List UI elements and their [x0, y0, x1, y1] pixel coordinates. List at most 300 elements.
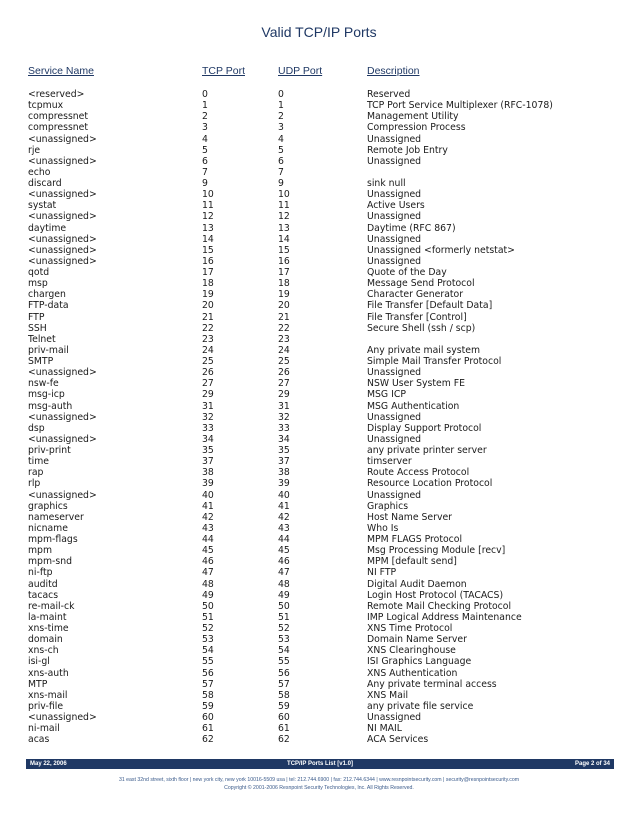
tcp-port-cell: 46 — [202, 556, 214, 568]
description-cell: XNS Mail — [367, 689, 409, 701]
description-cell: Remote Job Entry — [367, 144, 448, 156]
service-name-cell: ni-mail — [28, 723, 60, 735]
udp-port-cell: 57 — [278, 678, 290, 690]
tcp-port-cell: 0 — [202, 89, 208, 100]
service-name-cell: <unassigned> — [28, 489, 97, 501]
service-name-cell: priv-print — [28, 445, 71, 456]
port-table — [0, 89, 638, 745]
udp-port-cell: 38 — [278, 467, 290, 479]
table-row — [0, 312, 638, 323]
description-cell: NI MAIL — [367, 723, 402, 735]
page-title: Valid TCP/IP Ports — [261, 24, 377, 40]
udp-port-cell: 5 — [278, 144, 284, 156]
udp-port-cell: 19 — [278, 289, 290, 301]
description-cell: Reserved — [367, 89, 411, 100]
table-row — [0, 490, 638, 501]
service-name-cell: xns-time — [28, 623, 69, 634]
description-cell: Any private terminal access — [367, 678, 497, 690]
header-udp-port: UDP Port — [278, 65, 323, 77]
table-row — [0, 478, 638, 489]
tcp-port-cell: 18 — [202, 278, 214, 290]
service-name-cell: priv-file — [28, 700, 64, 712]
service-name-cell: compressnet — [28, 122, 89, 134]
udp-port-cell: 49 — [278, 589, 290, 601]
footer-address: 31 east 32nd street, sixth floor | new york city, new york 10016-5509 usa | tel: 212.744.6900 | fax: 212.744.6344 | www.resnpointsecurity.com | security@resnpointsecurity.com — [118, 777, 520, 783]
table-row — [0, 122, 638, 133]
service-name-cell: nicname — [28, 522, 68, 534]
table-row — [0, 211, 638, 222]
tcp-port-cell: 55 — [202, 656, 214, 668]
tcp-port-cell: 49 — [202, 589, 214, 601]
udp-port-cell: 59 — [278, 700, 290, 712]
tcp-port-cell: 17 — [202, 267, 214, 278]
udp-port-cell: 29 — [278, 389, 290, 401]
service-name-cell: la-maint — [28, 611, 67, 623]
service-name-cell: FTP-data — [28, 300, 69, 312]
tcp-port-cell: 23 — [202, 333, 214, 345]
service-name-cell: msg-icp — [28, 389, 65, 401]
service-name-cell: <unassigned> — [28, 233, 97, 245]
description-cell: Resource Location Protocol — [367, 478, 493, 490]
description-cell: Unassigned <formerly netstat> — [367, 244, 515, 256]
tcp-port-cell: 48 — [202, 578, 214, 590]
service-name-cell: <unassigned> — [28, 189, 97, 201]
table-row — [0, 245, 638, 256]
tcp-port-cell: 58 — [202, 689, 214, 701]
description-cell: Unassigned — [367, 233, 422, 245]
udp-port-cell: 45 — [278, 545, 290, 557]
udp-port-cell: 13 — [278, 222, 290, 234]
description-cell: MSG Authentication — [367, 400, 460, 412]
service-name-cell: <unassigned> — [28, 367, 97, 379]
description-cell: Active Users — [367, 200, 425, 212]
table-row — [0, 111, 638, 122]
table-row — [0, 590, 638, 601]
description-cell: Login Host Protocol (TACACS) — [367, 589, 504, 601]
table-header — [0, 65, 638, 78]
description-cell: timserver — [367, 456, 412, 468]
description-cell: Unassigned — [367, 433, 422, 445]
description-cell: Management Utility — [367, 111, 459, 123]
description-cell: NSW User System FE — [367, 378, 465, 390]
table-row — [0, 134, 638, 145]
service-name-cell: rje — [28, 144, 41, 156]
table-row — [0, 556, 638, 567]
udp-port-cell: 15 — [278, 244, 290, 256]
service-name-cell: <unassigned> — [28, 433, 97, 445]
tcp-port-cell: 29 — [202, 389, 214, 401]
header-service-name: Service Name — [28, 65, 94, 77]
service-name-cell: tcpmux — [28, 100, 64, 112]
table-row — [0, 579, 638, 590]
tcp-port-cell: 3 — [202, 122, 208, 134]
udp-port-cell: 10 — [278, 189, 290, 201]
service-name-cell: MTP — [28, 678, 48, 690]
tcp-port-cell: 15 — [202, 244, 214, 256]
description-cell: Host Name Server — [367, 511, 452, 523]
table-row — [0, 200, 638, 211]
footer-date: May 22, 2006 — [30, 761, 67, 767]
service-name-cell: SMTP — [28, 356, 54, 367]
service-name-cell: <unassigned> — [28, 155, 97, 167]
udp-port-cell: 0 — [278, 89, 284, 100]
description-cell: any private printer server — [367, 445, 487, 456]
table-row — [0, 367, 638, 378]
table-row — [0, 701, 638, 712]
header-tcp-port: TCP Port — [202, 65, 245, 77]
description-cell: File Transfer [Control] — [367, 311, 467, 323]
service-name-cell: xns-mail — [28, 689, 68, 701]
udp-port-cell: 33 — [278, 422, 290, 434]
service-name-cell: daytime — [28, 222, 67, 234]
udp-port-cell: 17 — [278, 267, 290, 278]
udp-port-cell: 48 — [278, 578, 290, 590]
table-row — [0, 300, 638, 311]
udp-port-cell: 21 — [278, 311, 290, 323]
description-cell: Msg Processing Module [recv] — [367, 545, 506, 557]
service-name-cell: re-mail-ck — [28, 600, 75, 612]
tcp-port-cell: 60 — [202, 712, 214, 723]
udp-port-cell: 34 — [278, 433, 290, 445]
udp-port-cell: 31 — [278, 400, 290, 412]
footer-doc-title: TCP/IP Ports List [v1.0] — [287, 761, 353, 767]
table-row — [0, 601, 638, 612]
table-row — [0, 156, 638, 167]
service-name-cell: systat — [28, 200, 57, 212]
tcp-port-cell: 21 — [202, 311, 214, 323]
tcp-port-cell: 51 — [202, 611, 214, 623]
table-row — [0, 634, 638, 645]
table-row — [0, 501, 638, 512]
service-name-cell: ni-ftp — [28, 567, 53, 579]
service-name-cell: rlp — [28, 478, 41, 490]
udp-port-cell: 42 — [278, 511, 290, 523]
udp-port-cell: 27 — [278, 378, 290, 390]
udp-port-cell: 46 — [278, 556, 290, 568]
footer-page-number: Page 2 of 34 — [574, 761, 610, 767]
tcp-port-cell: 31 — [202, 400, 214, 412]
tcp-port-cell: 19 — [202, 289, 214, 301]
service-name-cell: isi-gl — [28, 656, 50, 668]
description-cell: Secure Shell (ssh / scp) — [367, 322, 476, 334]
tcp-port-cell: 5 — [202, 144, 208, 156]
service-name-cell: <reserved> — [28, 89, 85, 100]
udp-port-cell: 44 — [278, 534, 290, 545]
tcp-port-cell: 53 — [202, 634, 214, 646]
udp-port-cell: 58 — [278, 689, 290, 701]
table-row — [0, 378, 638, 389]
table-row — [0, 145, 638, 156]
service-name-cell: mpm-snd — [28, 556, 73, 568]
tcp-port-cell: 9 — [202, 178, 208, 189]
tcp-port-cell: 20 — [202, 300, 214, 312]
description-cell: Unassigned — [367, 367, 422, 379]
tcp-port-cell: 43 — [202, 522, 214, 534]
table-row — [0, 389, 638, 400]
table-row — [0, 734, 638, 745]
table-row — [0, 89, 638, 100]
table-row — [0, 512, 638, 523]
service-name-cell: tacacs — [28, 589, 59, 601]
description-cell: IMP Logical Address Maintenance — [367, 611, 522, 623]
tcp-port-cell: 44 — [202, 534, 214, 545]
tcp-port-cell: 50 — [202, 600, 214, 612]
service-name-cell: xns-ch — [28, 645, 59, 657]
service-name-cell: msg-auth — [28, 400, 73, 412]
tcp-port-cell: 61 — [202, 723, 214, 735]
tcp-port-cell: 24 — [202, 344, 214, 356]
description-cell: MPM FLAGS Protocol — [367, 534, 463, 545]
header-description: Description — [367, 65, 420, 77]
description-cell: any private file service — [367, 700, 474, 712]
description-cell: Message Send Protocol — [367, 278, 475, 290]
description-cell: Character Generator — [367, 289, 464, 301]
description-cell: Unassigned — [367, 155, 422, 167]
service-name-cell: mpm-flags — [28, 534, 78, 545]
tcp-port-cell: 26 — [202, 367, 214, 379]
table-row — [0, 467, 638, 478]
service-name-cell: <unassigned> — [28, 211, 97, 223]
service-name-cell: mpm — [28, 545, 53, 557]
service-name-cell: nameserver — [28, 511, 84, 523]
service-name-cell: compressnet — [28, 111, 89, 123]
tcp-port-cell: 4 — [202, 133, 208, 145]
table-row — [0, 100, 638, 111]
description-cell: Quote of the Day — [367, 267, 447, 278]
table-row — [0, 334, 638, 345]
service-name-cell: Telnet — [28, 333, 56, 345]
tcp-port-cell: 37 — [202, 456, 214, 468]
udp-port-cell: 32 — [278, 411, 290, 423]
service-name-cell: graphics — [28, 500, 68, 512]
tcp-port-cell: 11 — [202, 200, 214, 212]
udp-port-cell: 14 — [278, 233, 290, 245]
description-cell: Simple Mail Transfer Protocol — [367, 356, 502, 367]
udp-port-cell: 54 — [278, 645, 290, 657]
description-cell: Domain Name Server — [367, 634, 467, 646]
service-name-cell: <unassigned> — [28, 244, 97, 256]
udp-port-cell: 26 — [278, 367, 290, 379]
tcp-port-cell: 59 — [202, 700, 214, 712]
description-cell: Unassigned — [367, 189, 422, 201]
table-row — [0, 656, 638, 667]
description-cell: Route Access Protocol — [367, 467, 470, 479]
udp-port-cell: 24 — [278, 344, 290, 356]
tcp-port-cell: 62 — [202, 734, 214, 746]
table-row — [0, 256, 638, 267]
description-cell: MSG ICP — [367, 389, 406, 401]
tcp-port-cell: 27 — [202, 378, 214, 390]
tcp-port-cell: 13 — [202, 222, 214, 234]
tcp-port-cell: 7 — [202, 166, 208, 178]
tcp-port-cell: 39 — [202, 478, 214, 490]
description-cell: Any private mail system — [367, 344, 481, 356]
udp-port-cell: 51 — [278, 611, 290, 623]
service-name-cell: rap — [28, 467, 44, 479]
table-row — [0, 612, 638, 623]
tcp-port-cell: 38 — [202, 467, 214, 479]
udp-port-cell: 18 — [278, 278, 290, 290]
description-cell: Unassigned — [367, 489, 422, 501]
service-name-cell: priv-mail — [28, 344, 69, 356]
description-cell: Who Is — [367, 522, 399, 534]
tcp-port-cell: 54 — [202, 645, 214, 657]
tcp-port-cell: 42 — [202, 511, 214, 523]
description-cell: Daytime (RFC 867) — [367, 222, 456, 234]
tcp-port-cell: 12 — [202, 211, 214, 223]
description-cell: Digital Audit Daemon — [367, 578, 467, 590]
table-row — [0, 289, 638, 300]
udp-port-cell: 7 — [278, 166, 284, 178]
udp-port-cell: 12 — [278, 211, 290, 223]
tcp-port-cell: 32 — [202, 411, 214, 423]
udp-port-cell: 47 — [278, 567, 290, 579]
description-cell: XNS Authentication — [367, 667, 458, 679]
tcp-port-cell: 52 — [202, 623, 214, 634]
udp-port-cell: 37 — [278, 456, 290, 468]
tcp-port-cell: 33 — [202, 422, 214, 434]
table-row — [0, 278, 638, 289]
service-name-cell: <unassigned> — [28, 255, 97, 267]
service-name-cell: msp — [28, 278, 48, 290]
table-row — [0, 356, 638, 367]
service-name-cell: FTP — [28, 311, 45, 323]
description-cell: XNS Time Protocol — [367, 623, 453, 634]
table-row — [0, 723, 638, 734]
description-cell: Graphics — [367, 500, 409, 512]
table-row — [0, 234, 638, 245]
tcp-port-cell: 10 — [202, 189, 214, 201]
tcp-port-cell: 34 — [202, 433, 214, 445]
udp-port-cell: 52 — [278, 623, 290, 634]
tcp-port-cell: 2 — [202, 111, 208, 123]
description-cell: MPM [default send] — [367, 556, 457, 568]
service-name-cell: time — [28, 456, 50, 468]
service-name-cell: discard — [28, 178, 62, 189]
udp-port-cell: 50 — [278, 600, 290, 612]
tcp-port-cell: 41 — [202, 500, 214, 512]
table-row — [0, 434, 638, 445]
table-row — [0, 668, 638, 679]
description-cell: ACA Services — [367, 734, 429, 746]
udp-port-cell: 4 — [278, 133, 284, 145]
udp-port-cell: 62 — [278, 734, 290, 746]
udp-port-cell: 16 — [278, 255, 290, 267]
description-cell: Unassigned — [367, 255, 422, 267]
description-cell: Compression Process — [367, 122, 466, 134]
table-row — [0, 178, 638, 189]
tcp-port-cell: 14 — [202, 233, 214, 245]
udp-port-cell: 6 — [278, 155, 284, 167]
udp-port-cell: 1 — [278, 100, 284, 112]
table-row — [0, 445, 638, 456]
table-row — [0, 401, 638, 412]
table-row — [0, 412, 638, 423]
tcp-port-cell: 1 — [202, 100, 208, 112]
service-name-cell: <unassigned> — [28, 411, 97, 423]
service-name-cell: <unassigned> — [28, 133, 97, 145]
udp-port-cell: 55 — [278, 656, 290, 668]
table-row — [0, 623, 638, 634]
description-cell: Unassigned — [367, 411, 422, 423]
udp-port-cell: 56 — [278, 667, 290, 679]
tcp-port-cell: 25 — [202, 356, 214, 367]
description-cell: ISI Graphics Language — [367, 656, 472, 668]
tcp-port-cell: 47 — [202, 567, 214, 579]
description-cell: Remote Mail Checking Protocol — [367, 600, 512, 612]
tcp-port-cell: 6 — [202, 155, 208, 167]
description-cell: Unassigned — [367, 211, 422, 223]
footer-bar — [26, 759, 614, 769]
tcp-port-cell: 22 — [202, 322, 214, 334]
udp-port-cell: 23 — [278, 333, 290, 345]
tcp-port-cell: 57 — [202, 678, 214, 690]
tcp-port-cell: 16 — [202, 255, 214, 267]
udp-port-cell: 2 — [278, 111, 284, 123]
udp-port-cell: 35 — [278, 445, 290, 456]
table-row — [0, 645, 638, 656]
udp-port-cell: 53 — [278, 634, 290, 646]
table-row — [0, 456, 638, 467]
service-name-cell: domain — [28, 634, 63, 646]
tcp-port-cell: 35 — [202, 445, 214, 456]
udp-port-cell: 9 — [278, 178, 284, 189]
table-row — [0, 712, 638, 723]
service-name-cell: dsp — [28, 422, 45, 434]
table-row — [0, 189, 638, 200]
service-name-cell: qotd — [28, 267, 50, 278]
udp-port-cell: 43 — [278, 522, 290, 534]
table-row — [0, 345, 638, 356]
table-row — [0, 523, 638, 534]
udp-port-cell: 3 — [278, 122, 284, 134]
description-cell: Unassigned — [367, 133, 422, 145]
service-name-cell: SSH — [28, 322, 47, 334]
service-name-cell: <unassigned> — [28, 712, 97, 723]
description-cell: TCP Port Service Multiplexer (RFC-1078) — [367, 100, 553, 112]
tcp-port-cell: 56 — [202, 667, 214, 679]
description-cell: File Transfer [Default Data] — [367, 300, 493, 312]
description-cell: sink null — [367, 178, 406, 189]
udp-port-cell: 40 — [278, 489, 290, 501]
description-cell: XNS Clearinghouse — [367, 645, 456, 657]
footer-copyright: Copyright © 2001-2006 Resnpoint Security Technologies, Inc. All Rights Reserved. — [224, 785, 414, 791]
table-row — [0, 167, 638, 178]
description-cell: Display Support Protocol — [367, 422, 482, 434]
udp-port-cell: 39 — [278, 478, 290, 490]
udp-port-cell: 60 — [278, 712, 290, 723]
tcp-port-cell: 45 — [202, 545, 214, 557]
udp-port-cell: 25 — [278, 356, 290, 367]
description-cell: Unassigned — [367, 712, 422, 723]
table-row — [0, 223, 638, 234]
tcp-port-cell: 40 — [202, 489, 214, 501]
service-name-cell: xns-auth — [28, 667, 69, 679]
table-row — [0, 545, 638, 556]
table-row — [0, 323, 638, 334]
udp-port-cell: 11 — [278, 200, 290, 212]
udp-port-cell: 22 — [278, 322, 290, 334]
udp-port-cell: 61 — [278, 723, 290, 735]
table-row — [0, 267, 638, 278]
service-name-cell: auditd — [28, 578, 58, 590]
table-row — [0, 679, 638, 690]
service-name-cell: acas — [28, 734, 50, 746]
table-row — [0, 567, 638, 578]
service-name-cell: chargen — [28, 289, 66, 301]
service-name-cell: echo — [28, 166, 51, 178]
table-row — [0, 534, 638, 545]
